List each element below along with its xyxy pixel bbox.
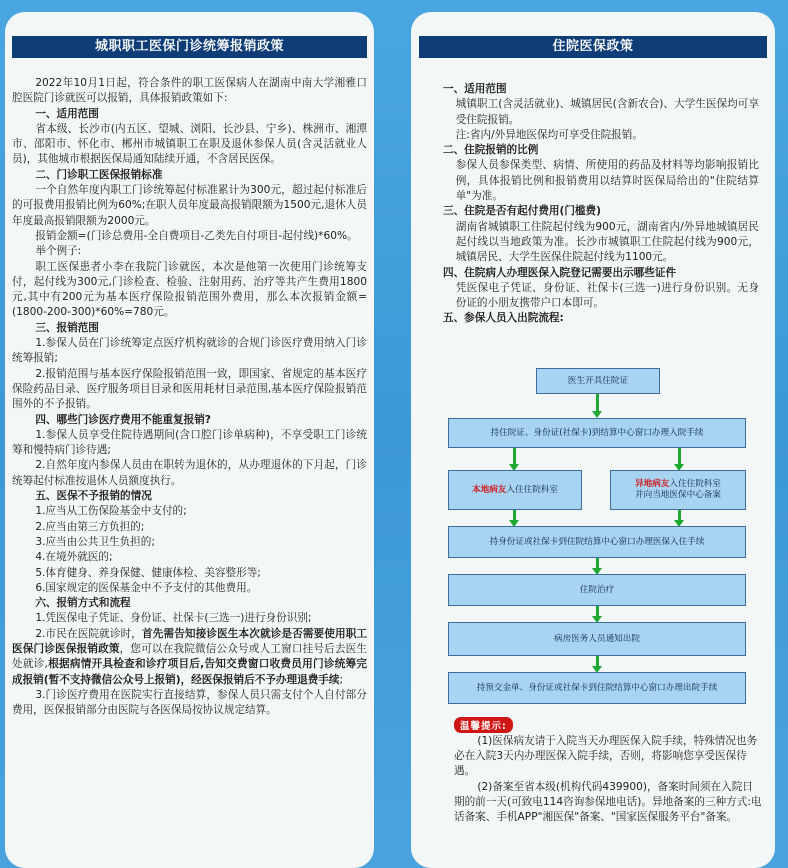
flow-step-discharge-procedure: 持预交金单、身份证或社保卡到住院结算中心窗口办理出院手续 bbox=[448, 672, 746, 704]
flow-arrow bbox=[678, 448, 681, 466]
section-title-no-duplicate: 四、哪些门诊医疗费用不能重复报销? bbox=[35, 413, 211, 426]
section-title-process: 六、报销方式和流程 bbox=[35, 597, 131, 610]
exclusion-item: 3.应当由公共卫生负担的; bbox=[35, 535, 155, 548]
section-title-standard: 二、门诊职工医保报销标准 bbox=[35, 168, 163, 181]
flow-arrow bbox=[596, 606, 599, 618]
tip-1: (1)医保病友请于入院当天办理医保入院手续，特殊情况也务必在入院3天内办理医保入院手续，否则，将影响您享受医保待遇。 bbox=[454, 735, 758, 778]
exclusion-item: 4.在境外就医的; bbox=[35, 551, 113, 564]
remote-patient-line-2: 并向当地医保中心备案 bbox=[635, 490, 721, 500]
flow-arrow bbox=[596, 558, 599, 570]
flow-step-local-patient bbox=[448, 470, 582, 510]
standard-body: 一个自然年度内职工门诊统筹起付标准累计为300元，超过起付标准后的可报费用报销比例为60%;在职人员年度最高报销限额为1500元,退休人员年度最高报销限额为2000元。 bbox=[12, 184, 367, 227]
section-title-documents: 四、住院病人办理医保入院登记需要出示哪些证件 bbox=[443, 266, 677, 279]
tips-badge: 温馨提示: bbox=[454, 717, 513, 733]
scope-body: 城镇职工(含灵活就业)、城镇居民(含新农合)、大学生医保均可享受住院报销。 bbox=[455, 98, 759, 126]
ratio-body: 参保人员参保类型、病情、所使用的药品及材料等均影响报销比例，具体报销比例和报销费用以结算时医保局给出的"住院结算单"为准。 bbox=[455, 159, 759, 203]
right-panel-title: 住院医保政策 bbox=[419, 36, 767, 58]
tip-2: (2)备案至省本级(机构代码439900)，备案时间须在入院日期的前一天(可致电114咨询参保地电话)。异地备案的三种方式:电话备案、手机APP"湘医保"备案、"国家医保服务平台"备案。 bbox=[454, 780, 762, 824]
process-item-2-part: 2.市民在医院就诊时， bbox=[35, 627, 143, 640]
process-item-2-part: ; bbox=[339, 673, 344, 686]
flow-step-treatment: 住院治疗 bbox=[448, 574, 746, 606]
flow-step-discharge-notice: 病房医务人员通知出院 bbox=[448, 622, 746, 656]
section-title-exclusions: 五、医保不予报销的情况 bbox=[35, 490, 152, 503]
right-panel-content bbox=[443, 82, 759, 327]
flow-arrow bbox=[513, 448, 516, 466]
section-title-flow: 五、参保人员入出院流程: bbox=[443, 312, 564, 325]
flow-step-admission-procedure: 持住院证、身份证(社保卡)到结算中心窗口办理入院手续 bbox=[448, 418, 746, 448]
remote-patient-line-1 bbox=[635, 479, 721, 490]
intro-paragraph: 2022年10月1日起，符合条件的职工医保病人在湖南中南大学湘雅口腔医院门诊就医可以报销，具体报销政策如下: bbox=[12, 77, 367, 105]
section-title-deductible: 三、住院是否有起付费用(门槛费) bbox=[443, 205, 601, 218]
process-item-1: 1.凭医保电子凭证、身份证、社保卡(三选一)进行身份识别; bbox=[35, 612, 312, 625]
left-panel-title: 城职职工医保门诊统筹报销政策 bbox=[12, 36, 367, 58]
exclusion-item: 5.体育健身、养身保健、健康体检、美容整形等; bbox=[35, 566, 261, 579]
section-title-scope: 一、适用范围 bbox=[443, 83, 507, 95]
left-panel-content bbox=[12, 76, 367, 718]
no-duplicate-item-2: 2.自然年度内参保人员由在职转为退休的，从办理退休的下月起，门诊统筹起付标准按退休人员额度执行。 bbox=[12, 459, 367, 487]
local-patient-label: 本地病友 bbox=[472, 484, 507, 495]
exclusion-item: 1.应当从工伤保险基金中支付的; bbox=[35, 505, 187, 518]
flow-step-doctor-admission: 医生开具住院证 bbox=[536, 368, 660, 394]
flow-step-insurance-registration: 持身份证或社保卡到住院结算中心窗口办理医保入住手续 bbox=[448, 526, 746, 558]
right-panel bbox=[411, 12, 775, 868]
flow-arrow bbox=[596, 656, 599, 668]
remote-patient-label: 异地病友 bbox=[635, 479, 670, 489]
section-title-ratio: 二、住院报销的比例 bbox=[443, 144, 539, 157]
flow-arrow bbox=[596, 394, 599, 413]
flow-arrow bbox=[513, 510, 516, 522]
range-item-2: 2.报销范围与基本医疗保险报销范围一致，即国家、省规定的基本医疗保险药品目录、医疗服务项目目录和医用耗材目录范围,基本医疗保险报销范围外的不予报销。 bbox=[12, 367, 367, 411]
example-body: 职工医保患者小李在我院门诊就医，本次是他第一次使用门诊统筹支付，起付线为300元,门诊检查、检验、注射用药、治疗等共产生费用1800元,其中有200元为基本医疗保险报销范围外费用，那么本次报销金额=(1800-200-300)*60%=780元。 bbox=[12, 260, 367, 319]
process-item-2-emphasis: 首先需告知接诊医生本次就诊是否需要使用职工医保门诊医保报销政策 bbox=[12, 627, 368, 655]
local-patient-text: 入住住院科室 bbox=[506, 484, 558, 495]
process-item-2 bbox=[12, 627, 367, 688]
deductible-body: 湖南省城镇职工住院起付线为900元，湖南省内/外异地城镇居民起付线以当地政策为准。长沙市城镇职工住院起付线为900元，城镇居民、大学生医保住院起付线为1100元。 bbox=[455, 220, 759, 264]
scope-body: 省本级、长沙市(内五区、望城、浏阳、长沙县、宁乡)、株洲市、湘潭市、邵阳市、怀化市、郴州市城镇职工在职及退休参保人员(含灵活就业人员)，其他城市根据医保局通知陆续开通，不含居民医保。 bbox=[12, 122, 367, 166]
process-item-2-part: ，您可以在我院微信公众号或人工窗口挂号后去医生处就诊, bbox=[12, 642, 368, 671]
process-item-3: 3.门诊医疗费用在医院实行直接结算，参保人员只需支付个人自付部分费用，医保报销部分由医院与各医保局按协议规定结算。 bbox=[12, 688, 367, 717]
section-title-range: 三、报销范围 bbox=[35, 321, 99, 334]
scope-note: 注:省内/外异地医保均可享受住院报销。 bbox=[455, 128, 643, 141]
exclusion-item: 6.国家规定的医保基金中不予支付的其他费用。 bbox=[35, 581, 258, 594]
formula-text: 报销金额=(门诊总费用-全自费项目-乙类先自付项目-起付线)*60%。 bbox=[35, 229, 358, 242]
left-panel bbox=[5, 12, 374, 868]
section-title-scope: 一、适用范围 bbox=[35, 107, 99, 120]
process-item-2-emphasis: 根据病情开具检查和诊疗项目后,告知交费窗口收费员用门诊统筹完成报销(暂不支持微信公众号上报销)，经医保报销后不予办理退费手续 bbox=[12, 658, 367, 686]
range-item-1: 1.参保人员在门诊统筹定点医疗机构就诊的合规门诊医疗费用纳入门诊统筹报销; bbox=[12, 337, 367, 365]
remote-patient-text: 入住住院科室 bbox=[669, 479, 721, 489]
documents-body: 凭医保电子凭证、身份证、社保卡(三选一)进行身份识别。无身份证的小朋友携带户口本即可。 bbox=[455, 281, 759, 310]
tips-content bbox=[454, 734, 763, 825]
example-title: 举个例子: bbox=[35, 245, 82, 258]
flow-arrow bbox=[678, 510, 681, 522]
flow-step-remote-patient bbox=[610, 470, 746, 510]
exclusion-item: 2.应当由第三方负担的; bbox=[35, 520, 145, 533]
no-duplicate-item-1: 1.参保人员享受住院待遇期间(含口腔门诊单病种)，不享受职工门诊统筹和慢特病门诊待遇; bbox=[12, 428, 367, 457]
